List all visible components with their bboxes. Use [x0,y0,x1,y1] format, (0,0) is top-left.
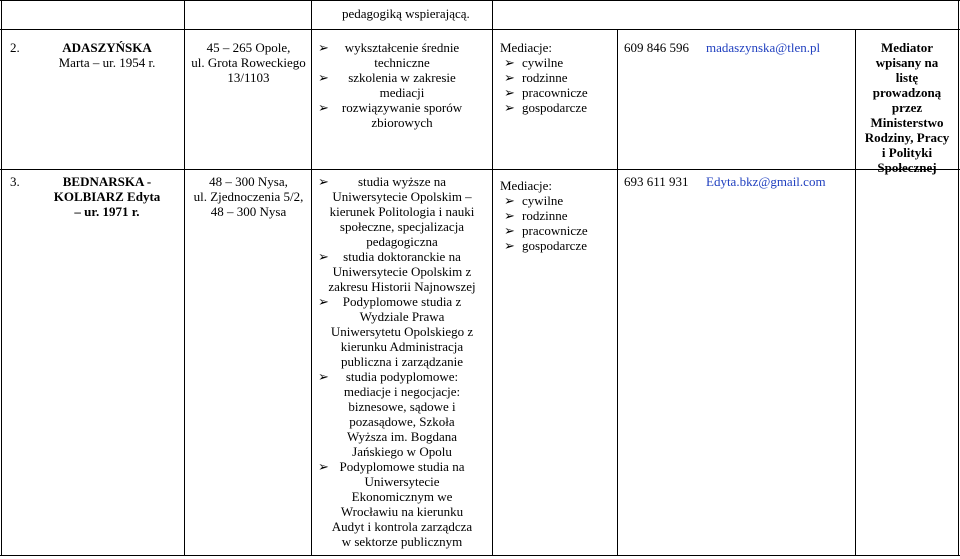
education-item [318,459,486,549]
education-line: społeczne, specjalizacja [339,219,465,234]
education-line: studia podyplomowe: [345,369,459,384]
education-line: Wydziale Prawa [359,309,445,324]
table-line-top [0,0,960,1]
education-item [318,249,486,294]
list-item: ➢ cywilne [504,55,564,70]
education-line: Uniwersytecie Opolskim – [332,189,472,204]
education-line: w sektorze publicznym [341,534,463,549]
education-item [318,70,486,100]
arrow-bullet-icon: ➢ [318,459,329,474]
education-line: techniczne [374,55,430,70]
table-line-row2 [0,169,960,170]
address-line: 48 – 300 Nysa, [209,174,288,189]
table-line-row1 [0,29,960,30]
arrow-bullet-icon: ➢ [318,174,329,189]
list-item: ➢ gospodarcze [504,238,587,253]
list-item: ➢ pracownicze [504,223,588,238]
previous-row-continuation: pedagogiką wspierającą. [342,6,470,21]
note-line: listę [895,70,919,85]
arrow-bullet-icon: ➢ [504,193,515,208]
mediation-label: Mediacje: [500,178,552,193]
arrow-bullet-icon: ➢ [318,294,329,309]
education-list [318,40,486,130]
mediator-name [40,40,174,70]
education-line: Jańskiego w Opolu [352,444,452,459]
education-line: mediacje i negocjacje: [343,384,461,399]
name-line: KOLBIARZ Edyta [53,189,161,204]
arrow-bullet-icon: ➢ [318,100,329,115]
arrow-bullet-icon: ➢ [318,249,329,264]
education-line: Podyplomowe studia z [342,294,462,309]
list-item: ➢ cywilne [504,193,564,208]
education-item [318,369,486,459]
address-line: 48 – 300 Nysa [210,204,287,219]
mediator-note [858,40,956,175]
education-line: kierunek Politologia i nauki [329,204,475,219]
list-item: ➢ rodzinne [504,208,568,223]
mediation-list [500,55,615,115]
address-line: ul. Zjednoczenia 5/2, [193,189,304,204]
arrow-bullet-icon: ➢ [318,70,329,85]
list-item: ➢ rodzinne [504,70,568,85]
arrow-bullet-icon: ➢ [504,70,515,85]
table-col-line-1 [184,0,185,556]
arrow-bullet-icon: ➢ [504,238,515,253]
email-link[interactable]: madaszynska@tlen.pl [706,40,821,55]
education-line: pedagogiczna [366,234,438,249]
mediation-list [500,193,615,253]
arrow-bullet-icon: ➢ [504,55,515,70]
education-item [318,40,486,70]
email-link[interactable]: Edyta.bkz@gmail.com [706,174,826,189]
education-line: Uniwersytecie [364,474,440,489]
table-col-line-4 [617,29,618,556]
education-line: zakresu Historii Najnowszej [328,279,476,294]
table-col-line-2 [311,0,312,556]
table-col-line-5 [855,29,856,556]
table-line-bottom [0,555,960,556]
education-line: Uniwersytetu Opolskiego z [330,324,474,339]
note-line: wpisany na [875,55,939,70]
education-line: rozwiązywanie sporów [341,100,463,115]
address [186,40,311,85]
arrow-bullet-icon: ➢ [504,100,515,115]
arrow-bullet-icon: ➢ [318,40,329,55]
table-col-line-0 [1,0,2,556]
education-line: wykształcenie średnie [344,40,460,55]
list-item: ➢ gospodarcze [504,100,587,115]
birth-line: Marta – ur. 1954 r. [58,55,156,70]
education-line: Uniwersytecie Opolskim z [332,264,472,279]
birth-line: – ur. 1971 r. [74,204,140,219]
education-line: Ekonomicznym we [351,489,453,504]
note-line: Mediator [881,40,933,55]
list-item: ➢ pracownicze [504,85,588,100]
mediation-label: Mediacje: [500,40,552,55]
phone-number: 609 846 596 [624,40,689,55]
education-item [318,100,486,130]
note-line: prowadzoną [872,85,942,100]
education-item [318,174,486,249]
note-line: Rodziny, Pracy [864,130,950,145]
address [186,174,311,219]
education-line: Wrocławiu na kierunku [340,504,464,519]
arrow-bullet-icon: ➢ [504,223,515,238]
education-line: publiczna i zarządzanie [341,354,463,369]
mediation-types [500,178,615,253]
table-col-line-3 [492,0,493,556]
education-line: szkolenia w zakresie [348,70,456,85]
mediation-types [500,40,615,115]
education-line: Audyt i kontrola zarządcza [331,519,473,534]
phone-number: 693 611 931 [624,174,689,189]
name-line: ADASZYŃSKA [62,40,152,55]
row-number: 3. [10,174,20,189]
mediator-name [40,174,174,219]
education-line: pozasądowe, Szkoła [349,414,455,429]
education-line: studia wyższe na [357,174,447,189]
education-line: mediacji [379,85,425,100]
education-list [318,174,486,549]
note-line: i Polityki [881,145,933,160]
address-line: 13/1103 [227,70,270,85]
education-line: Podyplomowe studia na [339,459,465,474]
name-line: BEDNARSKA - [62,174,152,189]
note-line: przez [891,100,923,115]
note-line: Ministerstwo [870,115,944,130]
education-line: biznesowe, sądowe i [348,399,456,414]
address-line: ul. Grota Roweckiego [191,55,306,70]
education-line: kierunku Administracja [340,339,464,354]
education-line: studia doktoranckie na [343,249,461,264]
row-number: 2. [10,40,20,55]
note-line: Społecznej [877,160,937,175]
education-item [318,294,486,369]
address-line: 45 – 265 Opole, [206,40,291,55]
arrow-bullet-icon: ➢ [504,208,515,223]
table-col-line-6 [958,0,959,556]
arrow-bullet-icon: ➢ [318,369,329,384]
education-line: Wyższa im. Bogdana [346,429,458,444]
arrow-bullet-icon: ➢ [504,85,515,100]
education-line: zbiorowych [371,115,433,130]
